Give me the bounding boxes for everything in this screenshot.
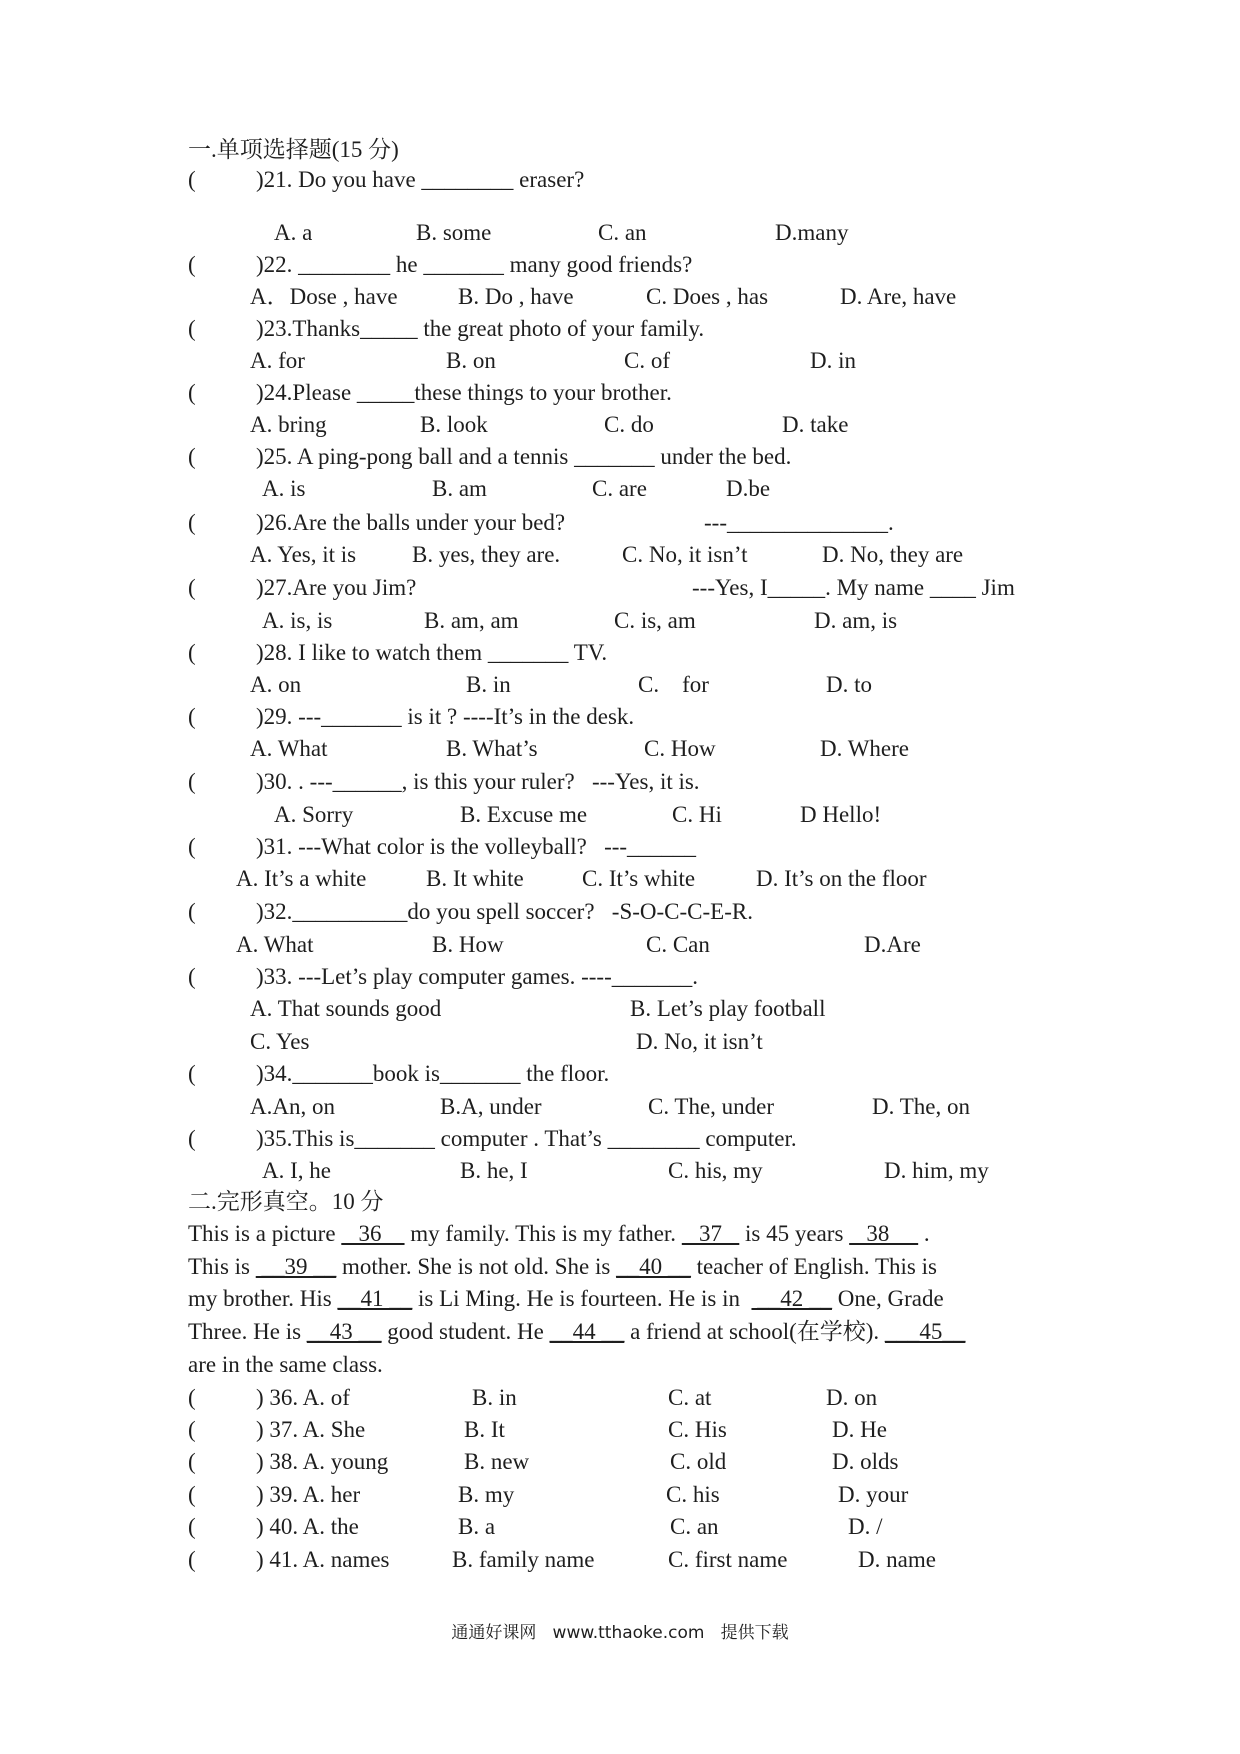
option-c: C. an xyxy=(598,220,647,245)
option-d: D. him, my xyxy=(884,1158,989,1183)
blank-37: 37 xyxy=(681,1221,740,1246)
option-b: B. yes, they are. xyxy=(412,542,561,567)
option-c: C. How xyxy=(644,736,716,761)
option-d: D Hello! xyxy=(800,802,882,827)
option-b: B. new xyxy=(464,1449,530,1474)
option-c: C. Hi xyxy=(672,802,722,827)
option-b: B.A, under xyxy=(440,1094,542,1119)
option-a: A. is xyxy=(262,476,306,501)
option-d: D. take xyxy=(782,412,849,437)
answer-paren: ( xyxy=(188,1547,196,1572)
question-29: )29. ---_______ is it ? ----It’s in the desk. xyxy=(256,704,635,729)
question-39: ) 39. A. her xyxy=(256,1482,361,1507)
question-22: )22. ________ he _______ many good friends? xyxy=(256,252,693,277)
option-d: D. in xyxy=(810,348,856,373)
reply-26: ---______________. xyxy=(704,510,894,535)
question-32: )32.__________do you spell soccer? -S-O-C-C-E-R. xyxy=(256,899,753,924)
option-d: D. olds xyxy=(832,1449,899,1474)
answer-blank: _______ xyxy=(574,444,655,469)
answer-paren: ( xyxy=(188,704,196,729)
option-d: D.Are xyxy=(864,932,921,957)
option-b: B. What’s xyxy=(446,736,538,761)
blank-40: __40 __ xyxy=(616,1254,691,1279)
option-b: B. Excuse me xyxy=(460,802,588,827)
question-37: ) 37. A. She xyxy=(256,1417,366,1442)
option-c: C. at xyxy=(668,1385,712,1410)
option-c: C. his xyxy=(666,1482,720,1507)
option-d: D.be xyxy=(726,476,771,501)
option-b: B. my xyxy=(458,1482,515,1507)
question-26: )26.Are the balls under your bed? xyxy=(256,510,566,535)
answer-paren: ( xyxy=(188,1417,196,1442)
section-title-part1: 一.单项选择题(15 分) xyxy=(188,137,399,162)
blank-36: 36 xyxy=(341,1221,405,1246)
answer-paren: ( xyxy=(188,444,196,469)
option-c: C. his, my xyxy=(668,1158,763,1183)
option-a: A.An, on xyxy=(250,1094,335,1119)
option-d: D. The, on xyxy=(872,1094,970,1119)
option-c: C. of xyxy=(624,348,670,373)
option-a: A. Yes, it is xyxy=(250,542,357,567)
question-34: )34._______book is_______ the floor. xyxy=(256,1061,610,1086)
answer-paren: ( xyxy=(188,167,196,192)
question-23: )23.Thanks_____ the great photo of your family. xyxy=(256,316,705,341)
option-a: A. Sorry xyxy=(274,802,354,827)
option-a: A. on xyxy=(250,672,302,697)
option-b: B. Let’s play football xyxy=(630,996,826,1021)
option-b: B. family name xyxy=(452,1547,595,1572)
option-c: C. old xyxy=(670,1449,727,1474)
option-a: A. is, is xyxy=(262,608,333,633)
option-c: C. Yes xyxy=(250,1029,310,1054)
passage-line: This is a picture 36 my family. This is my father. 37 is 45 years 38 . xyxy=(188,1221,930,1246)
question-27: )27.Are you Jim? xyxy=(256,575,417,600)
option-a: A. What xyxy=(250,736,328,761)
blank-44: __44 __ xyxy=(549,1319,625,1344)
answer-paren: ( xyxy=(188,899,196,924)
question-24: )24.Please _____these things to your brother. xyxy=(256,380,672,405)
option-d: D. / xyxy=(848,1514,883,1539)
option-a: A．Dose , have xyxy=(250,284,398,309)
question-21: )21. Do you have ________ eraser? xyxy=(256,167,585,192)
passage-line: are in the same class. xyxy=(188,1352,383,1377)
option-d: D. Where xyxy=(820,736,909,761)
question-25: )25. A ping-pong ball and a tennis _______ under the bed. xyxy=(256,444,792,469)
question-30: )30. . ---______, is this your ruler? ---Yes, it is. xyxy=(256,769,700,794)
option-d: D. your xyxy=(838,1482,909,1507)
answer-paren: ( xyxy=(188,1514,196,1539)
option-c: C. for xyxy=(638,672,709,697)
option-a: A. bring xyxy=(250,412,327,437)
option-c: C. It’s white xyxy=(582,866,696,891)
answer-paren: ( xyxy=(188,769,196,794)
question-31: )31. ---What color is the volleyball? ---______ xyxy=(256,834,697,859)
option-d: D. on xyxy=(826,1385,878,1410)
passage-line: Three. He is __43 __ good student. He __44 __ a friend at school(在学校). ___45__ xyxy=(188,1319,966,1344)
passage-line: This is __39 __ mother. She is not old. She is __40 __ teacher of English. This is xyxy=(188,1254,937,1279)
question-36: ) 36. A. of xyxy=(256,1385,350,1410)
option-b: B. It xyxy=(464,1417,505,1442)
answer-paren: ( xyxy=(188,1482,196,1507)
footer-credit: 通通好课网 www.tthaoke.com 提供下载 xyxy=(451,1623,789,1643)
option-d: D. He xyxy=(832,1417,887,1442)
option-a: A. a xyxy=(274,220,313,245)
blank-38: 38 xyxy=(849,1221,919,1246)
blank-39: __39 __ xyxy=(255,1254,337,1279)
answer-paren: ( xyxy=(188,964,196,989)
option-c: C. is, am xyxy=(614,608,696,633)
option-b: B. Do , have xyxy=(458,284,574,309)
option-a: A. That sounds good xyxy=(250,996,442,1021)
option-d: D. No, it isn’t xyxy=(636,1029,763,1054)
option-b: B. It white xyxy=(426,866,524,891)
question-28: )28. I like to watch them _______ TV. xyxy=(256,640,608,665)
option-a: A. What xyxy=(236,932,314,957)
blank-43: __43 __ xyxy=(306,1319,382,1344)
answer-paren: ( xyxy=(188,252,196,277)
option-d: D.many xyxy=(775,220,849,245)
section-title-part2: 二.完形真空。10 分 xyxy=(188,1189,384,1214)
option-b: B. in xyxy=(466,672,511,697)
question-35: )35.This is_______ computer . That’s ________ computer. xyxy=(256,1126,797,1151)
option-d: D. It’s on the floor xyxy=(756,866,927,891)
answer-paren: ( xyxy=(188,1385,196,1410)
question-38: ) 38. A. young xyxy=(256,1449,389,1474)
answer-paren: ( xyxy=(188,380,196,405)
option-b: B. a xyxy=(458,1514,496,1539)
option-d: D. name xyxy=(858,1547,936,1572)
option-b: B. look xyxy=(420,412,488,437)
option-d: D. to xyxy=(826,672,872,697)
option-c: C. No, it isn’t xyxy=(622,542,748,567)
option-d: D. am, is xyxy=(814,608,898,633)
option-c: C. first name xyxy=(668,1547,788,1572)
option-c: C. do xyxy=(604,412,654,437)
option-b: B. some xyxy=(416,220,492,245)
option-c: C. The, under xyxy=(648,1094,775,1119)
option-a: A. I, he xyxy=(262,1158,331,1183)
option-c: C. Does , has xyxy=(646,284,769,309)
option-b: B. on xyxy=(446,348,496,373)
option-d: D. Are, have xyxy=(840,284,957,309)
option-b: B. am, am xyxy=(424,608,519,633)
option-b: B. How xyxy=(432,932,504,957)
reply-27: ---Yes, I_____. My name ____ Jim xyxy=(692,575,1015,600)
answer-paren: ( xyxy=(188,640,196,665)
answer-paren: ( xyxy=(188,575,196,600)
passage-line: my brother. His __41 __ is Li Ming. He is fourteen. He is in __42 __ One, Grade xyxy=(188,1286,944,1311)
blank-45: ___45__ xyxy=(884,1319,966,1344)
option-d: D. No, they are xyxy=(822,542,964,567)
option-c: C. are xyxy=(592,476,647,501)
question-41: ) 41. A. names xyxy=(256,1547,390,1572)
answer-paren: ( xyxy=(188,1061,196,1086)
question-33: )33. ---Let’s play computer games. ----_______. xyxy=(256,964,698,989)
option-b: B. am xyxy=(432,476,487,501)
answer-paren: ( xyxy=(188,1449,196,1474)
option-c: C. an xyxy=(670,1514,719,1539)
answer-paren: ( xyxy=(188,316,196,341)
option-a: A. It’s a white xyxy=(236,866,367,891)
question-40: ) 40. A. the xyxy=(256,1514,359,1539)
answer-paren: ( xyxy=(188,1126,196,1151)
option-b: B. he, I xyxy=(460,1158,528,1183)
blank-41: __41 __ xyxy=(337,1286,413,1311)
option-b: B. in xyxy=(472,1385,517,1410)
blank-42: __42 __ xyxy=(751,1286,832,1311)
option-c: C. His xyxy=(668,1417,727,1442)
answer-paren: ( xyxy=(188,834,196,859)
answer-paren: ( xyxy=(188,510,196,535)
option-a: A. for xyxy=(250,348,305,373)
option-c: C. Can xyxy=(646,932,710,957)
